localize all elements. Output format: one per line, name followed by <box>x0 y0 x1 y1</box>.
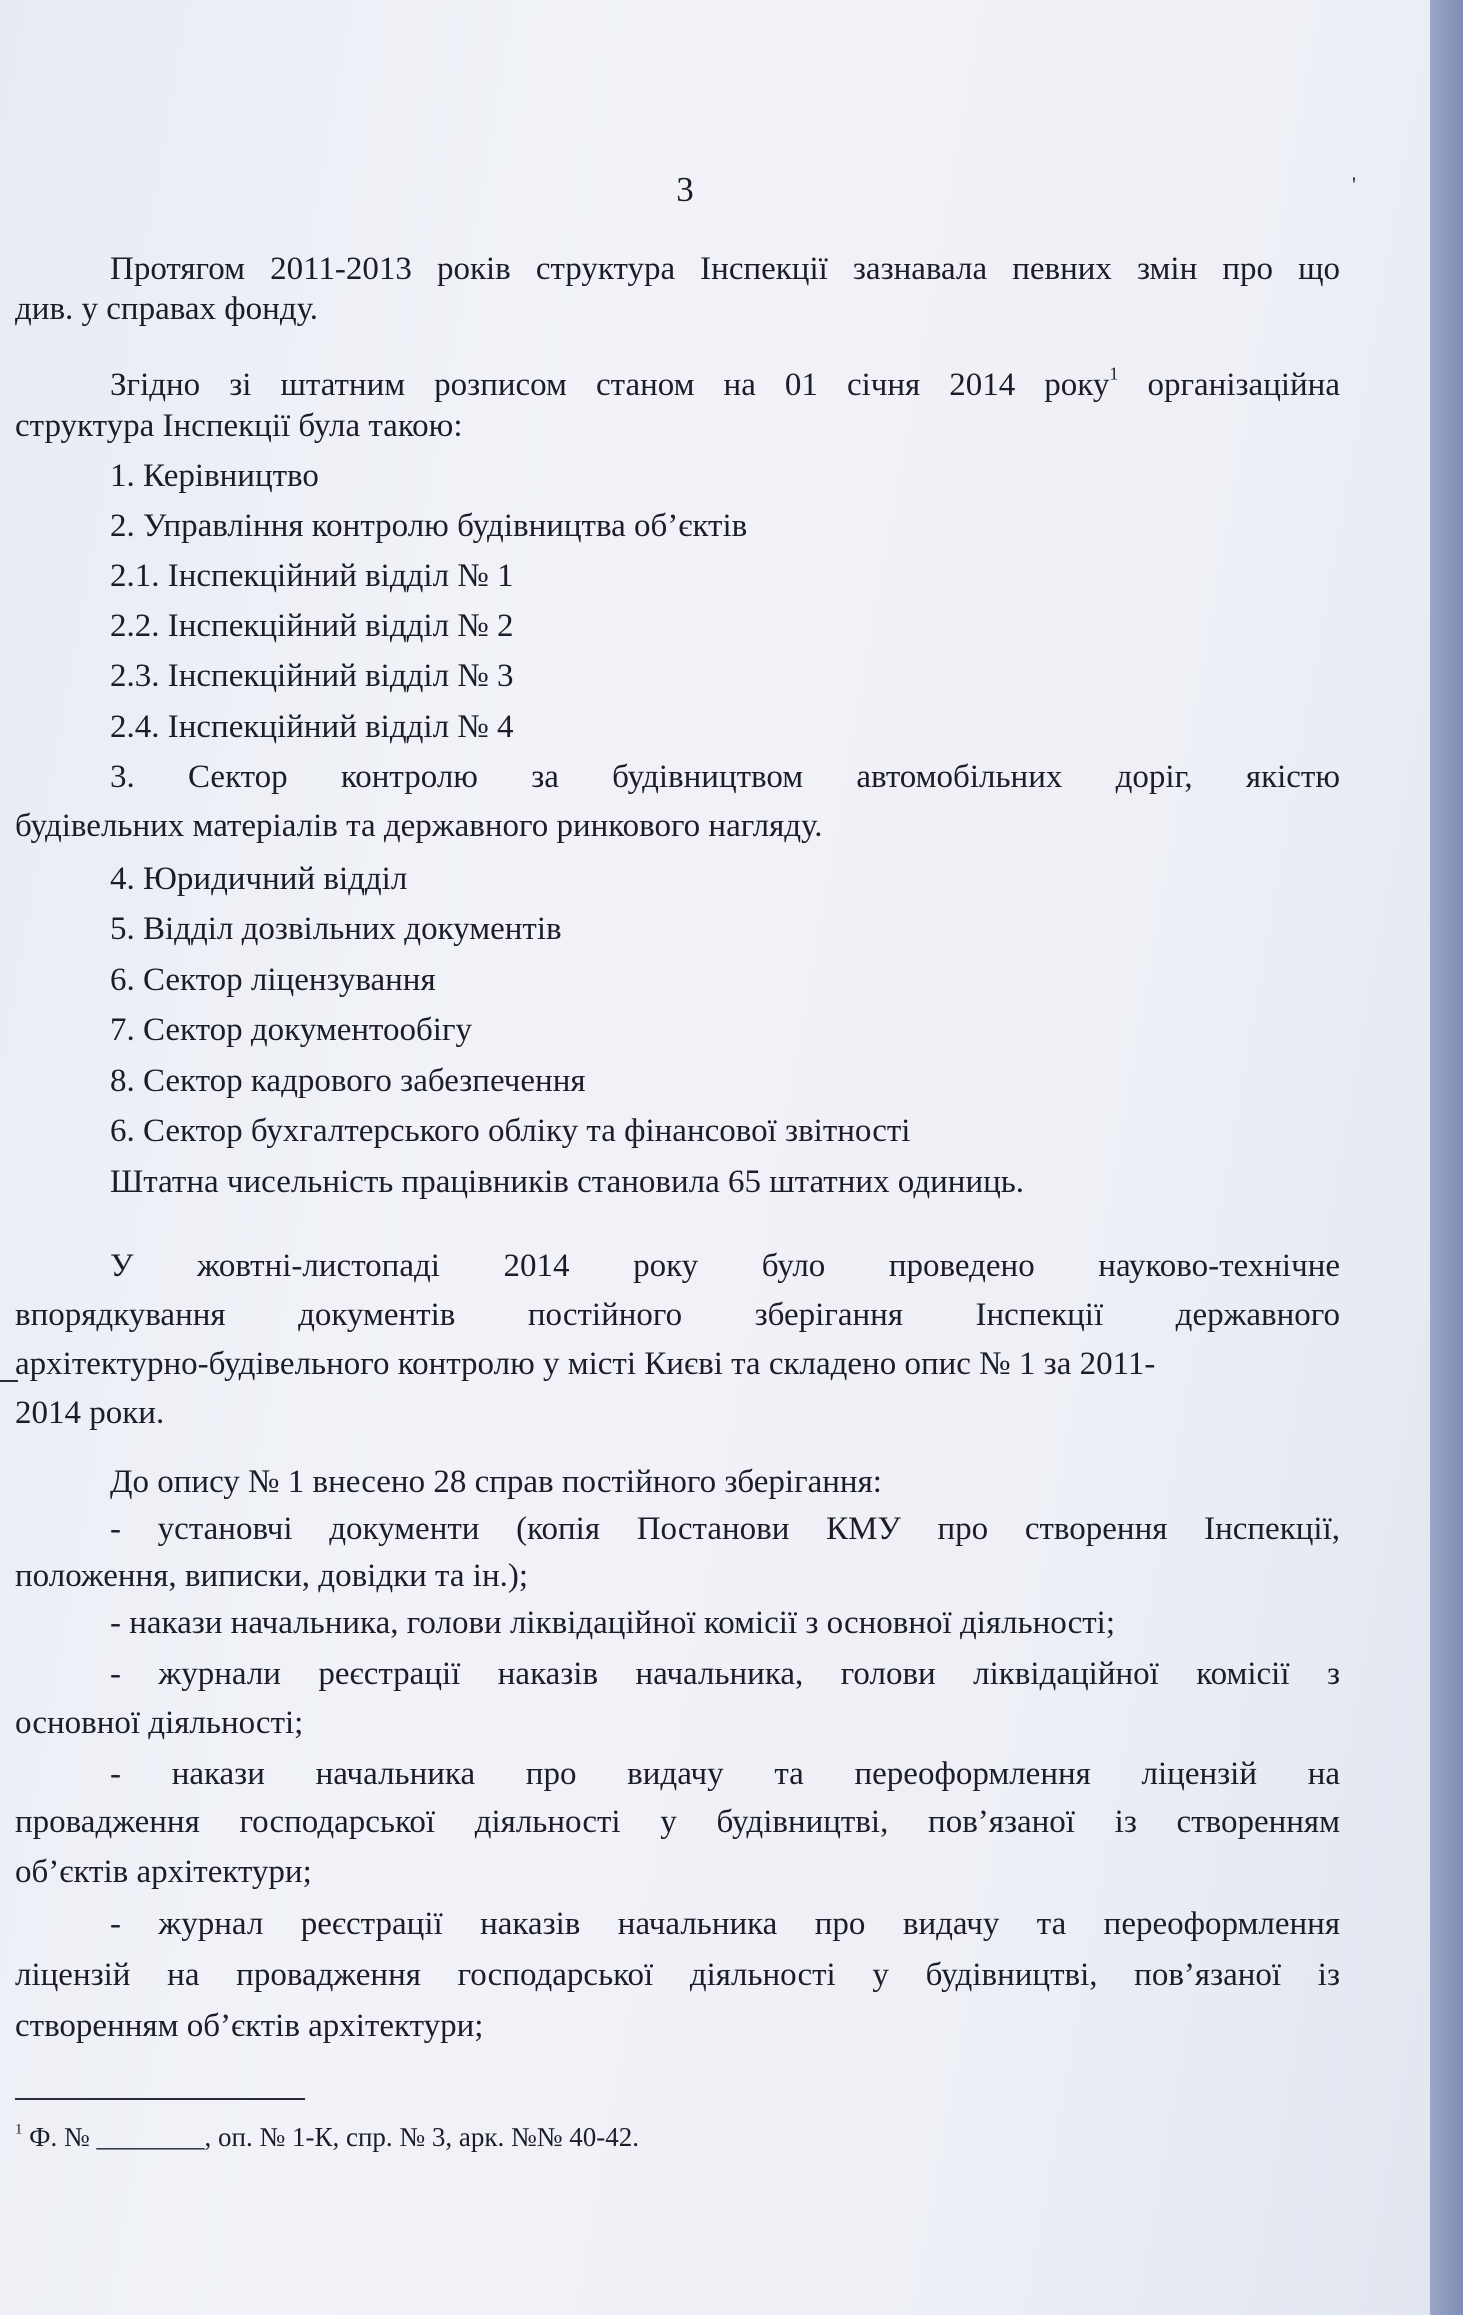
bullet-4-line3: об’єктів архітектури; <box>15 1854 312 1890</box>
bullet-2: - накази начальника, голови ліквідаційної комісії з основної діяльності; <box>110 1605 1116 1641</box>
list-item: 4. Юридичний відділ <box>110 861 408 897</box>
list-item: 6. Сектор бухгалтерського обліку та фінансової звітності <box>110 1113 911 1149</box>
inventory-intro: До опису № 1 внесено 28 справ постійного зберігання: <box>110 1464 882 1500</box>
bullet-1-line2: положення, виписки, довідки та ін.); <box>15 1558 529 1594</box>
staff-count: Штатна чисельність працівників становила 65 штатних одиниць. <box>110 1164 1025 1200</box>
para3-line2: впорядкування документів постійного зберігання Інспекції державного <box>15 1297 1340 1333</box>
bullet-5-line2: ліцензій на провадження господарської діяльності у будівництві, пов’язаної із <box>15 1957 1340 1993</box>
para1-line1: Протягом 2011-2013 років структура Інспекції зазнавала певних змін про що <box>110 251 1340 287</box>
para3-line4: 2014 роки. <box>15 1395 165 1431</box>
footnote-number: 1 <box>15 2121 23 2138</box>
para2-line1 <box>110 365 1340 405</box>
bullet-1-line1: - установчі документи (копія Постанови КМУ про створення Інспекції, <box>110 1511 1340 1547</box>
bullet-5-line1: - журнал реєстрації наказів начальника про видачу та переоформлення <box>110 1906 1340 1942</box>
para3-line3: архітектурно-будівельного контролю у місті Києві та складено опис № 1 за 2011- <box>15 1346 1156 1382</box>
bullet-5-line3: створенням об’єктів архітектури; <box>15 2008 484 2044</box>
page-edge-background <box>1430 0 1463 2315</box>
bullet-4-line1: - накази начальника про видачу та переоформлення ліцензій на <box>110 1756 1340 1792</box>
para2-tail: організаційна <box>1118 367 1340 403</box>
para2-line2: структура Інспекції була такою: <box>15 408 463 444</box>
footnote <box>15 2120 639 2154</box>
list-item: 6. Сектор ліцензування <box>110 962 436 998</box>
list-item: 1. Керівництво <box>110 458 319 494</box>
para1-line2: див. у справах фонду. <box>15 291 319 327</box>
list-item: 2.3. Інспекційний відділ № 3 <box>110 658 514 694</box>
corner-mark: ' <box>1352 172 1356 197</box>
page-number: 3 <box>676 170 694 209</box>
list-item: 5. Відділ дозвільних документів <box>110 911 562 947</box>
list-item: 2.2. Інспекційний відділ № 2 <box>110 608 514 644</box>
list-item: 2.4. Інспекційний відділ № 4 <box>110 709 514 745</box>
footnote-rule <box>15 2098 305 2100</box>
list-item: 2.1. Інспекційний відділ № 1 <box>110 558 514 594</box>
list-item-3-line2: будівельних матеріалів та державного ринкового нагляду. <box>15 808 823 844</box>
list-item: 2. Управління контролю будівництва об’єктів <box>110 508 748 544</box>
bullet-3-line2: основної діяльності; <box>15 1705 304 1741</box>
footnote-ref: 1 <box>1109 363 1119 384</box>
footnote-text: Ф. № ________, оп. № 1-К, спр. № 3, арк. №№ 40-42. <box>22 2122 640 2152</box>
para3-line1: У жовтні-листопаді 2014 року було проведено науково-технічне <box>110 1248 1340 1284</box>
list-item-3-line1: 3. Сектор контролю за будівництвом автомобільних доріг, якістю <box>110 759 1340 795</box>
bullet-3-line1: - журнали реєстрації наказів начальника, голови ліквідаційної комісії з <box>110 1656 1340 1692</box>
para2-text: Згідно зі штатним розписом станом на 01 січня 2014 року <box>110 367 1110 403</box>
list-item: 7. Сектор документообігу <box>110 1012 472 1048</box>
bullet-4-line2: провадження господарської діяльності у будівництві, пов’язаної із створенням <box>15 1804 1340 1840</box>
list-item: 8. Сектор кадрового забезпечення <box>110 1063 586 1099</box>
